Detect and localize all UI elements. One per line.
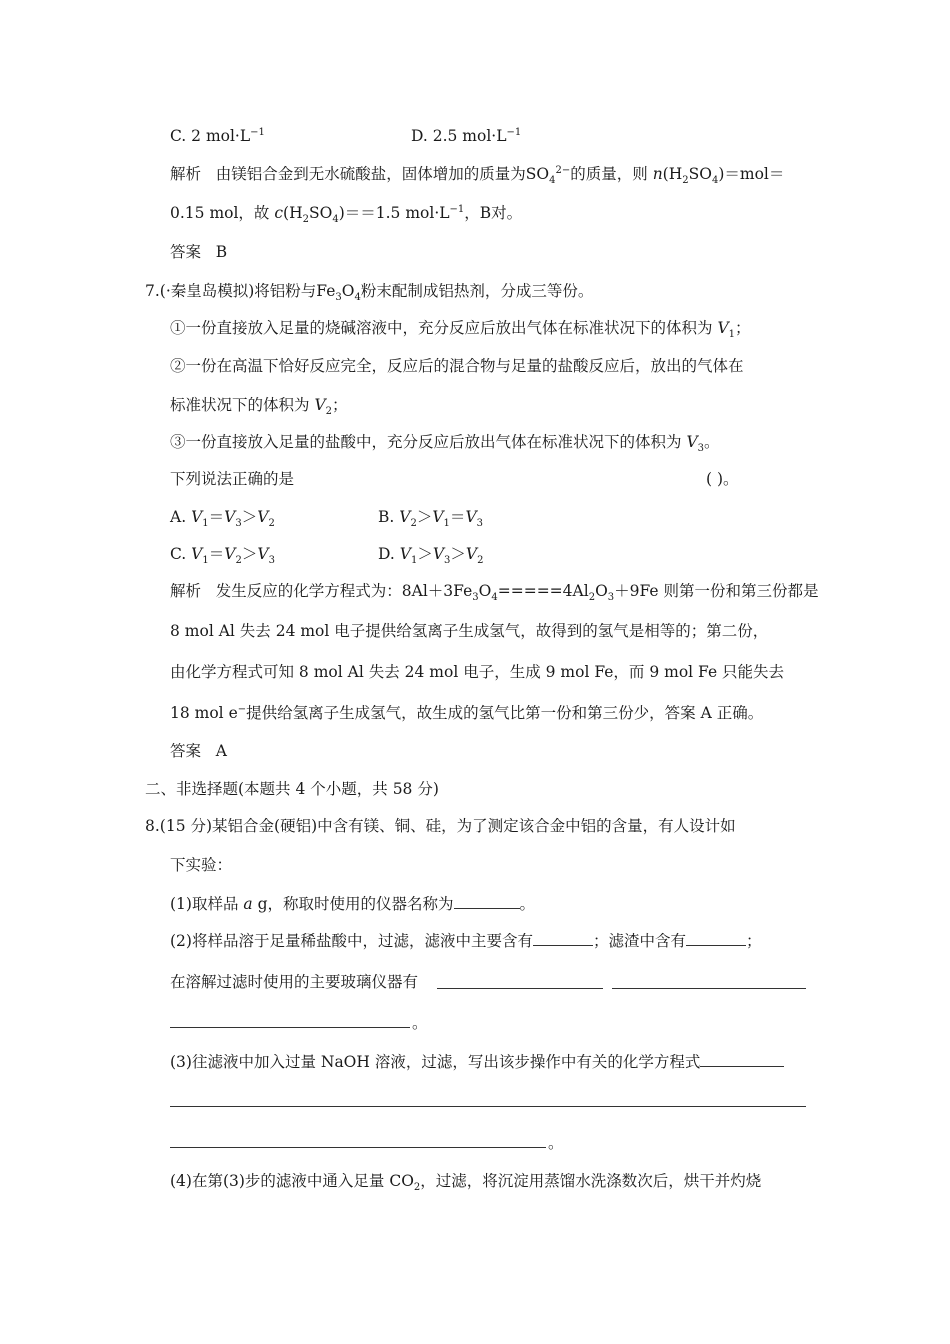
q7-v-var: V [465, 508, 477, 526]
q6-analysis-text: 由镁铝合金到无水硫酸盐，固体增加的质量为SO [215, 165, 550, 183]
q8-blank-glassware-2[interactable] [612, 988, 806, 989]
q6-option-c-text: C. 2 mol·L [170, 127, 251, 145]
q8-blank-glassware-3[interactable] [170, 1027, 410, 1028]
q7-v-sub: 1 [410, 555, 418, 567]
q6-answer-value: B [215, 243, 228, 261]
q7-v-var: V [257, 545, 269, 563]
q7-v-sub: 3 [444, 555, 451, 567]
q7-option-d [378, 544, 484, 567]
q8-punct: ； [745, 932, 762, 950]
q6-so4-sup: 2− [555, 164, 571, 176]
q7-option-label: B. [378, 508, 400, 526]
q8-part-text: (4)在第(3)步的滤液中通入足量 CO [170, 1172, 414, 1190]
q7-answer [170, 741, 227, 761]
q6-analysis-text: )＝＝1.5 mol·L [338, 204, 450, 222]
q7-v-var: V [224, 545, 236, 563]
q7-question-text: 下列说法正确的是 [170, 470, 295, 488]
q6-analysis-line2 [170, 203, 523, 226]
q8-punct: 。 [519, 895, 536, 913]
q7-item-text: ①一份直接放入足量的烧碱溶液中，充分反应后放出气体在标准状况下的体积为 [170, 319, 718, 337]
q8-part-2-glassware [170, 972, 418, 992]
q7-v-sub: 1 [202, 518, 209, 530]
q8-part-text: (3)往滤液中加入过量 NaOH 溶液，过滤，写出该步操作中有关的化学方程式 [170, 1053, 701, 1071]
q8-part-3 [170, 1052, 784, 1072]
q8-part-3-end [548, 1133, 564, 1153]
q7-analysis-label: 解析 [170, 582, 202, 600]
q7-analysis-line4 [170, 703, 763, 723]
q7-v-sub: 2 [410, 518, 417, 530]
q6-analysis-text: ，B对。 [464, 204, 523, 222]
q8-blank-equation-3[interactable] [170, 1147, 546, 1148]
q7-v-var: V [432, 545, 445, 563]
q7-analysis-line2 [170, 621, 768, 641]
q7-analysis-text: =====4Al [497, 582, 589, 600]
q7-sub: 3 [472, 592, 479, 604]
q7-v-sub: 2 [477, 555, 484, 567]
q7-stem-text: O [341, 282, 355, 300]
q8-stem-text: 8.(15 分)某铝合金(硬铝)中含有镁、铜、硅，为了测定该合金中铝的含量，有人设计如 [145, 817, 736, 835]
q7-v-sub: 3 [268, 555, 275, 567]
q7-v-var: V [191, 545, 203, 563]
q7-v-sub: 1 [202, 555, 209, 567]
q8-blank-residue[interactable] [686, 931, 746, 946]
q7-paren-text: ( )。 [706, 470, 739, 488]
q7-op: ＞ [417, 545, 433, 563]
q6-option-d [411, 126, 521, 146]
q6-analysis-text: 的质量，则 [570, 165, 653, 183]
q8-part-1 [170, 894, 535, 914]
q7-option-a [170, 507, 275, 530]
q7-analysis-text: ＋9Fe 则第一份和第三份都是 [614, 582, 819, 600]
q6-option-c-sup: −1 [250, 126, 265, 138]
q7-analysis-text: 由化学方程式可知 8 mol Al 失去 24 mol 电子，生成 9 mol Fe，而 9 mol Fe 只能失去 [170, 663, 785, 681]
q8-stem-text: 下实验： [170, 856, 233, 874]
q6-answer [170, 242, 227, 262]
q6-analysis-line1 [170, 164, 785, 187]
q6-so4-sub: 4 [549, 175, 556, 187]
q7-analysis-text: 8 mol Al 失去 24 mol 电子提供给氢离子生成氢气，故得到的氢气是相等的；第二份， [170, 622, 769, 640]
q7-punct: 。 [704, 433, 720, 451]
q7-v-var: V [717, 319, 729, 337]
q7-op: ＞ [241, 545, 258, 563]
q7-analysis-text: O [595, 582, 608, 600]
q6-h-sub: 2 [682, 175, 689, 187]
q7-analysis-line1 [170, 581, 819, 604]
q7-o-sub: 4 [354, 292, 361, 304]
q7-analysis-text: 提供给氢离子生成氢气，故生成的氢气比第一份和第三份少，答案 A 正确。 [246, 704, 764, 722]
q7-sup: − [237, 703, 247, 715]
q7-v-sub: 2 [325, 406, 333, 418]
q6-option-d-sup: −1 [506, 126, 522, 138]
q8-a-var: a [243, 895, 253, 913]
q8-part-text: (2)将样品溶于足量稀盐酸中，过滤，滤液中主要含有 [170, 932, 533, 950]
q7-v-var: V [399, 545, 411, 563]
q6-analysis-label: 解析 [170, 165, 202, 183]
q8-part-text: (1)取样品 [170, 895, 244, 913]
q8-blank-filtrate[interactable] [533, 931, 593, 946]
q7-v-sub: 1 [443, 518, 450, 530]
q7-analysis-line3 [170, 662, 784, 682]
q7-v-sub: 1 [728, 329, 736, 341]
q7-punct: ； [735, 319, 751, 337]
q7-analysis-text: 18 mol e [170, 704, 238, 722]
q7-analysis-text: O [478, 582, 492, 600]
q6-sup: −1 [449, 203, 465, 215]
q8-part-2-end [412, 1013, 428, 1033]
q7-v-var: V [257, 508, 269, 526]
q7-v-var: V [432, 508, 444, 526]
q7-answer-label: 答案 [170, 742, 202, 760]
q8-punct: 。 [412, 1014, 428, 1032]
q7-option-c [170, 544, 275, 567]
q7-op: ＞ [450, 545, 466, 563]
q8-part-4 [170, 1171, 762, 1194]
section-heading [145, 779, 439, 799]
q7-v-var: V [191, 508, 203, 526]
q7-item-2-line2 [170, 395, 348, 418]
q7-v-sub: 2 [235, 555, 242, 567]
q7-answer-paren [706, 469, 739, 489]
q6-n-var: n [652, 165, 663, 183]
q7-op: ＞ [241, 508, 258, 526]
q7-option-b [378, 507, 484, 530]
q7-stem [145, 281, 594, 304]
q7-v-var: V [465, 545, 478, 563]
q7-question [170, 469, 294, 489]
q7-sub: 4 [491, 592, 498, 604]
q8-blank-glassware-1[interactable] [437, 988, 603, 989]
q7-option-label: C. [170, 545, 192, 563]
q7-v-sub: 3 [476, 518, 484, 530]
q8-part-2 [170, 931, 762, 951]
q7-v-var: V [399, 508, 411, 526]
q7-item-text: 标准状况下的体积为 [170, 396, 315, 414]
q7-option-label: A. [170, 508, 192, 526]
q8-stem-line2 [170, 855, 232, 875]
q6-analysis-text: )＝mol＝ [718, 165, 785, 183]
q8-part-text: ；滤渣中含有 [592, 932, 686, 950]
q8-part-text: ，过滤，将沉淀用蒸馏水洗涤数次后，烘干并灼烧 [420, 1172, 762, 1190]
q8-blank-instrument[interactable] [454, 894, 520, 909]
q6-h-sub: 2 [302, 214, 309, 226]
q7-item-text: ②一份在高温下恰好反应完全，反应后的混合物与足量的盐酸反应后，放出的气体在 [170, 357, 744, 375]
q7-v-var: V [224, 508, 236, 526]
q7-answer-value: A [215, 742, 227, 760]
q7-sub: 3 [607, 592, 615, 604]
q7-stem-text: 7.(·秦皇岛模拟)将铝粉与Fe [145, 282, 336, 300]
q7-punct: ； [332, 396, 348, 414]
q7-item-text: ③一份直接放入足量的盐酸中，充分反应后放出气体在标准状况下的体积为 [170, 433, 687, 451]
q8-part-text: g，称取时使用的仪器名称为 [252, 895, 454, 913]
q7-item-3 [170, 432, 720, 455]
q7-op: ＝ [208, 545, 225, 563]
q6-analysis-text: SO [688, 165, 712, 183]
q7-fe-sub: 3 [335, 292, 342, 304]
q7-v-var: V [314, 396, 326, 414]
q6-analysis-text: (H [283, 204, 303, 222]
q7-option-label: D. [378, 545, 400, 563]
q7-sub: 2 [588, 592, 596, 604]
q7-op: ＝ [449, 508, 466, 526]
q7-op: ＞ [416, 508, 433, 526]
q8-blank-equation-1[interactable] [700, 1052, 784, 1067]
q7-item-2-line1 [170, 356, 744, 376]
q7-v-sub: 3 [697, 443, 705, 455]
q8-blank-equation-2[interactable] [170, 1106, 806, 1107]
q6-option-c [170, 126, 265, 146]
q7-v-sub: 2 [268, 518, 275, 530]
q6-analysis-text: 0.15 mol，故 [170, 204, 275, 222]
q6-answer-label: 答案 [170, 243, 202, 261]
q7-v-sub: 3 [235, 518, 242, 530]
q7-stem-text: 粉末配制成铝热剂，分成三等份。 [360, 282, 594, 300]
q7-item-1 [170, 318, 751, 341]
q7-op: ＝ [208, 508, 225, 526]
q8-stem-line1 [145, 816, 736, 836]
q7-analysis-text: 发生反应的化学方程式为：8Al＋3Fe [215, 582, 473, 600]
q6-so4-sub: 4 [711, 175, 719, 187]
q6-analysis-text: SO [309, 204, 333, 222]
q8-punct: 。 [548, 1134, 564, 1152]
q6-option-d-text: D. 2.5 mol·L [411, 127, 507, 145]
q8-part-text: 在溶解过滤时使用的主要玻璃仪器有 [170, 973, 419, 991]
q6-c-var: c [274, 204, 284, 222]
q6-so4-sub: 4 [332, 214, 339, 226]
q8-co2-sub: 2 [413, 1182, 421, 1194]
q7-v-var: V [686, 433, 698, 451]
section-heading-text: 二、非选择题(本题共 4 个小题，共 58 分) [145, 780, 439, 798]
q6-analysis-text: (H [662, 165, 683, 183]
